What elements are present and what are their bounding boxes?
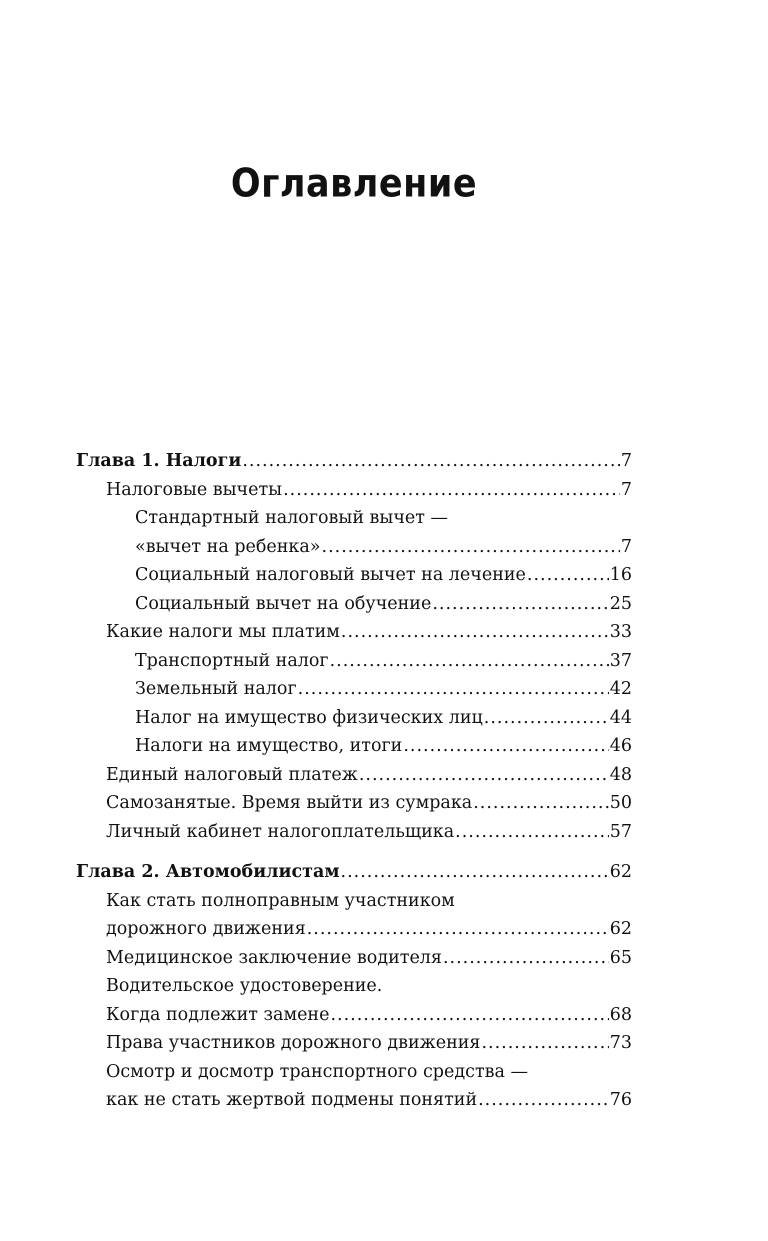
toc-entry-label: Стандартный налоговый вычет — — [135, 508, 448, 528]
dot-leader — [359, 761, 609, 790]
toc-entry — [76, 761, 632, 790]
dot-leader — [322, 533, 620, 562]
toc-entry-label: Глава 1. Налоги — [76, 451, 242, 471]
page-title: Оглавление — [230, 161, 478, 207]
dot-leader — [455, 818, 609, 847]
toc-entry-page: 7 — [620, 451, 632, 471]
toc-entry-page: 25 — [609, 593, 632, 614]
toc-entry-continued — [76, 972, 632, 1001]
toc-entry-label: Когда подлежит замене — [106, 1004, 330, 1025]
dot-leader — [443, 944, 609, 973]
dot-leader — [307, 915, 609, 944]
dot-leader — [432, 590, 608, 619]
dot-leader — [330, 647, 609, 676]
dot-leader — [527, 561, 609, 590]
toc-entry — [76, 818, 632, 847]
dot-leader — [298, 675, 609, 704]
toc-entry-label: Земельный налог — [135, 679, 297, 699]
chapter-spacer — [76, 846, 632, 858]
toc-entry-page: 7 — [620, 536, 632, 557]
toc-entry-label: Социальный вычет на обучение — [135, 593, 432, 614]
toc-entry — [76, 476, 632, 505]
toc-entry-chapter-2 — [76, 858, 632, 887]
toc-entry-label: Налоги на имущество, итоги — [135, 736, 403, 756]
toc-entry-label: Налог на имущество физических лиц — [135, 707, 483, 728]
toc-entry — [76, 675, 632, 704]
dot-leader — [341, 618, 609, 647]
toc-entry-page: 48 — [609, 764, 632, 785]
toc-entry-page: 57 — [609, 821, 632, 842]
dot-leader — [484, 704, 609, 733]
dot-leader — [341, 858, 609, 887]
toc-entry — [76, 561, 632, 590]
toc-entry-label: дорожного движения — [106, 919, 306, 939]
dot-leader — [481, 1029, 608, 1058]
toc-entry-continued — [76, 504, 632, 533]
toc-entry-label: Как стать полноправным участником — [106, 890, 455, 911]
toc-entry — [76, 1029, 632, 1058]
toc-entry-label: Глава 2. Автомобилистам — [76, 862, 340, 882]
toc-entry — [76, 944, 632, 973]
toc-entry-label: Транспортный налог — [135, 650, 329, 671]
toc-entry-label: Осмотр и досмотр транспортного средства — — [106, 1061, 528, 1082]
toc-entry-label: Налоговые вычеты — [106, 479, 283, 500]
toc-entry-label: «вычет на ребенка» — [135, 536, 321, 557]
table-of-contents — [76, 447, 632, 1115]
dot-leader — [473, 789, 609, 818]
toc-entry-page: 33 — [609, 622, 632, 642]
toc-entry-label: Самозанятые. Время выйти из сумрака — [106, 793, 473, 813]
toc-entry — [76, 915, 632, 944]
toc-entry-page: 73 — [609, 1033, 632, 1053]
toc-entry — [76, 618, 632, 647]
toc-entry-page: 44 — [609, 707, 632, 728]
toc-entry — [76, 704, 632, 733]
dot-leader — [330, 1001, 608, 1030]
toc-entry-continued — [76, 1058, 632, 1087]
dot-leader — [283, 476, 620, 505]
toc-entry — [76, 1001, 632, 1030]
toc-entry — [76, 590, 632, 619]
toc-entry-page: 68 — [609, 1004, 632, 1025]
toc-entry — [76, 647, 632, 676]
toc-entry-chapter-1 — [76, 447, 632, 476]
dot-leader — [242, 447, 620, 476]
toc-entry — [76, 732, 632, 761]
toc-entry-page: 62 — [609, 919, 632, 939]
toc-entry-page: 42 — [609, 679, 632, 699]
toc-entry-page: 62 — [609, 862, 632, 882]
toc-entry-page: 76 — [609, 1090, 632, 1110]
dot-leader — [403, 732, 608, 761]
toc-entry-label: Социальный налоговый вычет на лечение — [135, 565, 526, 585]
toc-entry-page: 37 — [609, 650, 632, 671]
toc-entry — [76, 533, 632, 562]
toc-entry-label: Какие налоги мы платим — [106, 622, 340, 642]
toc-entry-label: Медицинское заключение водителя — [106, 947, 442, 968]
toc-entry-page: 16 — [609, 565, 632, 585]
toc-entry-label: Личный кабинет налогоплательщика — [106, 821, 455, 842]
toc-entry-label: Единый налоговый платеж — [106, 764, 358, 785]
toc-entry-label: Водительское удостоверение. — [106, 976, 383, 996]
toc-entry — [76, 1086, 632, 1115]
toc-entry-label: Права участников дорожного движения — [106, 1033, 481, 1053]
toc-entry-page: 65 — [609, 947, 632, 968]
toc-entry — [76, 789, 632, 818]
toc-entry-label: как не стать жертвой подмены понятий — [106, 1090, 478, 1110]
toc-entry-continued — [76, 887, 632, 916]
dot-leader — [478, 1086, 609, 1115]
toc-entry-page: 7 — [620, 479, 632, 500]
toc-entry-page: 46 — [609, 736, 632, 756]
toc-entry-page: 50 — [609, 793, 632, 813]
